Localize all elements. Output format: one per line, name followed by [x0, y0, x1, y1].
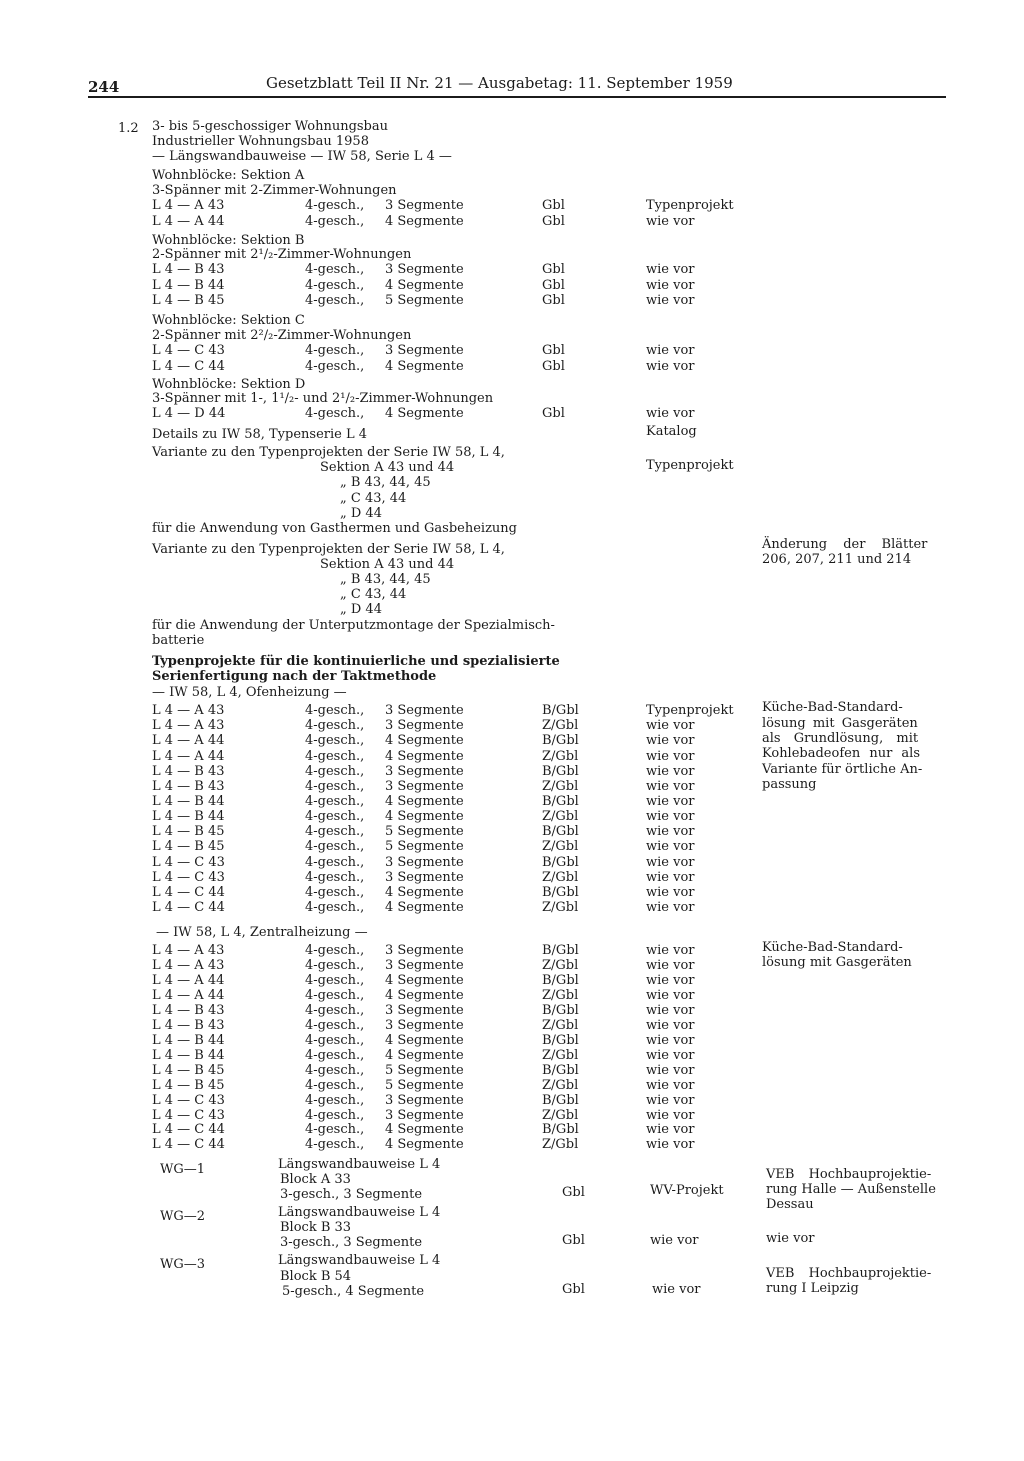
- row-code: L 4 — B 45: [152, 1077, 225, 1093]
- row-segments: 3 Segmente: [385, 718, 464, 734]
- row-type: wie vor: [646, 854, 695, 870]
- row-type: wie vor: [646, 763, 695, 779]
- section-subheading: 2-Spänner mit 2²/₂-Zimmer-Wohnungen: [152, 328, 412, 343]
- header-title: Gesetzblatt Teil II Nr. 21 — Ausgabetag: 11. September 1959: [266, 74, 733, 92]
- row-type: wie vor: [646, 1002, 695, 1018]
- row-code: L 4 — C 43: [152, 343, 225, 358]
- row-edition: B/Gbl: [542, 1092, 579, 1108]
- wg-edition: Gbl: [562, 1233, 585, 1248]
- row-floors: 4-gesch.,: [305, 718, 365, 734]
- details-text: Details zu IW 58, Typenserie L 4: [152, 427, 368, 442]
- takt-subheading: — IW 58, L 4, Ofenheizung —: [152, 685, 347, 700]
- wg-line: Längswandbauweise L 4: [278, 1205, 441, 1220]
- row-type: wie vor: [646, 293, 695, 308]
- page-number: 244: [88, 78, 120, 96]
- row-floors: 4-gesch.,: [305, 277, 365, 293]
- row-code: L 4 — A 43: [152, 958, 225, 973]
- row-edition: Gbl: [542, 293, 565, 308]
- row-segments: 3 Segmente: [385, 262, 464, 277]
- header-rule: [88, 96, 946, 98]
- row-edition: Gbl: [542, 406, 565, 421]
- wg-edition: Gbl: [562, 1282, 585, 1297]
- wg-line: Block B 54: [280, 1269, 352, 1284]
- row-floors: 4-gesch.,: [305, 809, 365, 824]
- row-code: L 4 — A 43: [152, 943, 225, 958]
- row-code: L 4 — B 44: [152, 793, 225, 809]
- wg-line: Block A 33: [280, 1172, 351, 1187]
- row-type: Typenprojekt: [646, 703, 734, 718]
- row-floors: 4-gesch.,: [305, 703, 365, 718]
- intro-line: 3- bis 5-geschossiger Wohnungsbau: [152, 119, 389, 134]
- row-type: wie vor: [646, 1047, 695, 1063]
- wg-code: WG—1: [160, 1162, 206, 1177]
- row-edition: B/Gbl: [542, 1122, 579, 1138]
- row-segments: 3 Segmente: [385, 1092, 464, 1108]
- row-floors: 4-gesch.,: [305, 406, 365, 421]
- variant-line: für die Anwendung der Unterputzmontage der Spezialmisch-: [152, 618, 555, 633]
- row-floors: 4-gesch.,: [305, 343, 365, 358]
- variant-line: „ C 43, 44: [340, 587, 407, 602]
- row-code: L 4 — B 43: [152, 1017, 225, 1033]
- row-segments: 4 Segmente: [385, 748, 464, 764]
- row-type: wie vor: [646, 733, 695, 749]
- row-edition: Z/Gbl: [542, 869, 579, 885]
- row-type: wie vor: [646, 406, 695, 421]
- row-type: wie vor: [646, 987, 695, 1003]
- row-code: L 4 — C 43: [152, 869, 225, 885]
- row-code: L 4 — B 43: [152, 262, 225, 277]
- row-edition: B/Gbl: [542, 884, 579, 900]
- variant-remark: 206, 207, 211 und 214: [762, 552, 912, 567]
- variant-line: „ D 44: [340, 506, 382, 521]
- wg-line: Block B 33: [280, 1220, 352, 1235]
- row-floors: 4-gesch.,: [305, 1092, 365, 1108]
- variant-line: für die Anwendung von Gasthermen und Gasbeheizung: [152, 521, 517, 536]
- row-type: wie vor: [646, 1032, 695, 1048]
- row-type: wie vor: [646, 1092, 695, 1108]
- wg-line: 5-gesch., 4 Segmente: [282, 1284, 425, 1299]
- row-segments: 3 Segmente: [385, 1002, 464, 1018]
- wg-line: 3-gesch., 3 Segmente: [280, 1187, 423, 1202]
- row-floors: 4-gesch.,: [305, 1002, 365, 1018]
- wg-type: wie vor: [652, 1282, 701, 1297]
- row-floors: 4-gesch.,: [305, 293, 365, 308]
- row-segments: 3 Segmente: [385, 198, 464, 213]
- section-subheading: 3-Spänner mit 2-Zimmer-Wohnungen: [152, 183, 397, 198]
- row-code: L 4 — A 44: [152, 748, 225, 764]
- row-segments: 3 Segmente: [385, 1107, 464, 1123]
- row-segments: 4 Segmente: [385, 406, 464, 421]
- row-code: L 4 — C 43: [152, 1107, 225, 1123]
- row-floors: 4-gesch.,: [305, 1017, 365, 1033]
- row-segments: 4 Segmente: [385, 809, 464, 824]
- row-code: L 4 — C 44: [152, 884, 225, 900]
- row-code: L 4 — B 45: [152, 824, 225, 840]
- row-edition: B/Gbl: [542, 1002, 579, 1018]
- row-code: L 4 — C 44: [152, 358, 225, 374]
- section-heading: Wohnblöcke: Sektion A: [152, 168, 305, 183]
- row-type: wie vor: [646, 884, 695, 900]
- row-type: wie vor: [646, 1077, 695, 1093]
- takt-heading: Typenprojekte für die kontinuierliche und spezialisierte: [152, 654, 560, 669]
- takt-remark: passung: [762, 777, 817, 792]
- row-edition: Z/Gbl: [542, 778, 579, 794]
- variant-line: Variante zu den Typenprojekten der Serie IW 58, L 4,: [152, 542, 505, 557]
- zentral-remark: Küche-Bad-Standard-: [762, 940, 903, 955]
- row-floors: 4-gesch.,: [305, 733, 365, 749]
- row-floors: 4-gesch.,: [305, 972, 365, 988]
- row-segments: 5 Segmente: [385, 824, 464, 840]
- row-code: L 4 — C 44: [152, 1122, 225, 1138]
- row-type: wie vor: [646, 277, 695, 293]
- wg-remark: VEB Hochbauprojektie-: [766, 1266, 932, 1281]
- row-floors: 4-gesch.,: [305, 198, 365, 213]
- variant-line: „ B 43, 44, 45: [340, 475, 431, 490]
- row-segments: 4 Segmente: [385, 1122, 464, 1138]
- variant-line: Sektion A 43 und 44: [320, 557, 455, 572]
- section-number: 1.2: [118, 121, 139, 136]
- row-code: L 4 — B 44: [152, 1032, 225, 1048]
- section-heading: Wohnblöcke: Sektion B: [152, 233, 305, 248]
- row-segments: 3 Segmente: [385, 943, 464, 958]
- row-segments: 4 Segmente: [385, 884, 464, 900]
- row-segments: 5 Segmente: [385, 839, 464, 855]
- row-edition: Z/Gbl: [542, 958, 579, 973]
- row-type: wie vor: [646, 1017, 695, 1033]
- variant-line: batterie: [152, 633, 205, 648]
- row-edition: Gbl: [542, 343, 565, 358]
- row-segments: 3 Segmente: [385, 1017, 464, 1033]
- zentral-remark: lösung mit Gasgeräten: [762, 955, 912, 970]
- row-floors: 4-gesch.,: [305, 839, 365, 855]
- variant-line: „ C 43, 44: [340, 491, 407, 506]
- row-edition: Z/Gbl: [542, 1047, 579, 1063]
- details-type: Katalog: [646, 424, 697, 439]
- wg-type: wie vor: [650, 1233, 699, 1248]
- variant-line: Sektion A 43 und 44: [320, 460, 455, 475]
- row-segments: 3 Segmente: [385, 778, 464, 794]
- row-code: L 4 — B 44: [152, 809, 225, 824]
- row-type: wie vor: [646, 1107, 695, 1123]
- row-code: L 4 — A 43: [152, 718, 225, 734]
- wg-remark: Dessau: [766, 1197, 814, 1212]
- row-floors: 4-gesch.,: [305, 213, 365, 229]
- takt-remark: Kohlebadeofen nur als: [762, 746, 921, 761]
- row-type: wie vor: [646, 958, 695, 973]
- row-segments: 5 Segmente: [385, 1062, 464, 1078]
- takt-remark: Variante für örtliche An-: [762, 762, 923, 777]
- row-edition: Z/Gbl: [542, 809, 579, 824]
- row-edition: Gbl: [542, 198, 565, 213]
- row-segments: 4 Segmente: [385, 277, 464, 293]
- row-floors: 4-gesch.,: [305, 1137, 365, 1153]
- wg-type: WV-Projekt: [650, 1183, 724, 1198]
- row-edition: B/Gbl: [542, 1032, 579, 1048]
- row-type: wie vor: [646, 358, 695, 374]
- row-type: wie vor: [646, 793, 695, 809]
- row-code: L 4 — A 43: [152, 198, 225, 213]
- row-edition: B/Gbl: [542, 972, 579, 988]
- row-code: L 4 — B 45: [152, 1062, 225, 1078]
- wg-edition: Gbl: [562, 1185, 585, 1200]
- row-floors: 4-gesch.,: [305, 262, 365, 277]
- row-edition: B/Gbl: [542, 703, 579, 718]
- row-edition: Gbl: [542, 358, 565, 374]
- wg-code: WG—2: [160, 1209, 206, 1224]
- row-type: wie vor: [646, 262, 695, 277]
- row-edition: Z/Gbl: [542, 839, 579, 855]
- row-segments: 5 Segmente: [385, 1077, 464, 1093]
- intro-line: — Längswandbauweise — IW 58, Serie L 4 —: [152, 149, 452, 164]
- row-segments: 4 Segmente: [385, 733, 464, 749]
- row-floors: 4-gesch.,: [305, 1077, 365, 1093]
- row-type: wie vor: [646, 839, 695, 855]
- row-segments: 3 Segmente: [385, 343, 464, 358]
- row-type: wie vor: [646, 1062, 695, 1078]
- row-floors: 4-gesch.,: [305, 793, 365, 809]
- row-code: L 4 — A 44: [152, 987, 225, 1003]
- row-type: wie vor: [646, 900, 695, 915]
- row-segments: 4 Segmente: [385, 213, 464, 229]
- row-edition: Z/Gbl: [542, 900, 579, 915]
- row-segments: 4 Segmente: [385, 358, 464, 374]
- row-type: wie vor: [646, 343, 695, 358]
- section-heading: Wohnblöcke: Sektion C: [152, 313, 305, 328]
- intro-line: Industrieller Wohnungsbau 1958: [152, 134, 369, 149]
- zentral-heading: — IW 58, L 4, Zentralheizung —: [156, 925, 368, 940]
- wg-line: Längswandbauweise L 4: [278, 1157, 441, 1172]
- variant-line: „ D 44: [340, 602, 382, 617]
- row-floors: 4-gesch.,: [305, 778, 365, 794]
- row-code: L 4 — B 43: [152, 778, 225, 794]
- row-edition: Z/Gbl: [542, 987, 579, 1003]
- row-type: wie vor: [646, 972, 695, 988]
- row-edition: Z/Gbl: [542, 1017, 579, 1033]
- row-type: wie vor: [646, 778, 695, 794]
- row-edition: Z/Gbl: [542, 1077, 579, 1093]
- section-subheading: 3-Spänner mit 1-, 1¹/₂- und 2¹/₂-Zimmer-Wohnungen: [152, 391, 494, 406]
- row-segments: 3 Segmente: [385, 703, 464, 718]
- row-segments: 3 Segmente: [385, 854, 464, 870]
- row-code: L 4 — B 45: [152, 293, 225, 308]
- row-code: L 4 — C 44: [152, 1137, 225, 1153]
- wg-remark: wie vor: [766, 1231, 815, 1246]
- row-segments: 4 Segmente: [385, 900, 464, 915]
- section-heading: Wohnblöcke: Sektion D: [152, 377, 306, 392]
- section-subheading: 2-Spänner mit 2¹/₂-Zimmer-Wohnungen: [152, 247, 412, 262]
- row-floors: 4-gesch.,: [305, 987, 365, 1003]
- wg-line: Längswandbauweise L 4: [278, 1253, 441, 1268]
- row-segments: 4 Segmente: [385, 793, 464, 809]
- row-floors: 4-gesch.,: [305, 900, 365, 915]
- row-type: wie vor: [646, 809, 695, 824]
- row-type: wie vor: [646, 1122, 695, 1138]
- takt-remark: als Grundlösung, mit: [762, 731, 919, 746]
- row-edition: B/Gbl: [542, 854, 579, 870]
- row-floors: 4-gesch.,: [305, 958, 365, 973]
- row-floors: 4-gesch.,: [305, 1122, 365, 1138]
- row-segments: 3 Segmente: [385, 869, 464, 885]
- row-edition: Z/Gbl: [542, 748, 579, 764]
- row-segments: 4 Segmente: [385, 987, 464, 1003]
- row-type: wie vor: [646, 213, 695, 229]
- row-code: L 4 — C 43: [152, 1092, 225, 1108]
- row-floors: 4-gesch.,: [305, 1062, 365, 1078]
- row-edition: Gbl: [542, 277, 565, 293]
- row-code: L 4 — A 43: [152, 703, 225, 718]
- variant-remark: Änderung der Blätter: [762, 537, 928, 552]
- row-code: L 4 — B 43: [152, 763, 225, 779]
- row-floors: 4-gesch.,: [305, 824, 365, 840]
- row-code: L 4 — A 44: [152, 213, 225, 229]
- row-floors: 4-gesch.,: [305, 884, 365, 900]
- row-segments: 4 Segmente: [385, 1137, 464, 1153]
- row-code: L 4 — B 44: [152, 1047, 225, 1063]
- variant-type: Typenprojekt: [646, 458, 734, 473]
- takt-remark: Küche-Bad-Standard-: [762, 700, 903, 715]
- takt-remark: lösung mit Gasgeräten: [762, 716, 918, 731]
- row-code: L 4 — A 44: [152, 972, 225, 988]
- variant-line: Variante zu den Typenprojekten der Serie IW 58, L 4,: [152, 445, 505, 460]
- row-segments: 3 Segmente: [385, 958, 464, 973]
- row-code: L 4 — B 45: [152, 839, 225, 855]
- row-edition: B/Gbl: [542, 943, 579, 958]
- row-segments: 5 Segmente: [385, 293, 464, 308]
- row-type: wie vor: [646, 1137, 695, 1153]
- row-edition: Z/Gbl: [542, 1107, 579, 1123]
- row-floors: 4-gesch.,: [305, 1047, 365, 1063]
- row-segments: 4 Segmente: [385, 1047, 464, 1063]
- row-edition: Z/Gbl: [542, 1137, 579, 1153]
- row-floors: 4-gesch.,: [305, 1107, 365, 1123]
- row-floors: 4-gesch.,: [305, 869, 365, 885]
- wg-remark: rung Halle — Außenstelle: [766, 1182, 936, 1197]
- row-edition: Gbl: [542, 213, 565, 229]
- row-type: wie vor: [646, 824, 695, 840]
- row-edition: B/Gbl: [542, 733, 579, 749]
- row-code: L 4 — D 44: [152, 406, 226, 421]
- row-type: wie vor: [646, 748, 695, 764]
- row-edition: Z/Gbl: [542, 718, 579, 734]
- row-type: wie vor: [646, 869, 695, 885]
- takt-heading: Serienfertigung nach der Taktmethode: [152, 669, 437, 684]
- wg-line: 3-gesch., 3 Segmente: [280, 1235, 423, 1250]
- row-floors: 4-gesch.,: [305, 943, 365, 958]
- row-floors: 4-gesch.,: [305, 763, 365, 779]
- row-edition: B/Gbl: [542, 793, 579, 809]
- row-edition: B/Gbl: [542, 1062, 579, 1078]
- row-segments: 4 Segmente: [385, 972, 464, 988]
- row-edition: Gbl: [542, 262, 565, 277]
- row-code: L 4 — A 44: [152, 733, 225, 749]
- row-edition: B/Gbl: [542, 763, 579, 779]
- row-floors: 4-gesch.,: [305, 1032, 365, 1048]
- row-type: Typenprojekt: [646, 198, 734, 213]
- row-code: L 4 — B 43: [152, 1002, 225, 1018]
- wg-remark: rung I Leipzig: [766, 1281, 859, 1296]
- row-floors: 4-gesch.,: [305, 358, 365, 374]
- row-code: L 4 — C 43: [152, 854, 225, 870]
- row-floors: 4-gesch.,: [305, 854, 365, 870]
- row-edition: B/Gbl: [542, 824, 579, 840]
- wg-code: WG—3: [160, 1257, 206, 1272]
- row-segments: 4 Segmente: [385, 1032, 464, 1048]
- row-type: wie vor: [646, 943, 695, 958]
- variant-line: „ B 43, 44, 45: [340, 572, 431, 587]
- row-type: wie vor: [646, 718, 695, 734]
- row-segments: 3 Segmente: [385, 763, 464, 779]
- row-code: L 4 — B 44: [152, 277, 225, 293]
- wg-remark: VEB Hochbauprojektie-: [766, 1167, 932, 1182]
- row-floors: 4-gesch.,: [305, 748, 365, 764]
- row-code: L 4 — C 44: [152, 900, 225, 915]
